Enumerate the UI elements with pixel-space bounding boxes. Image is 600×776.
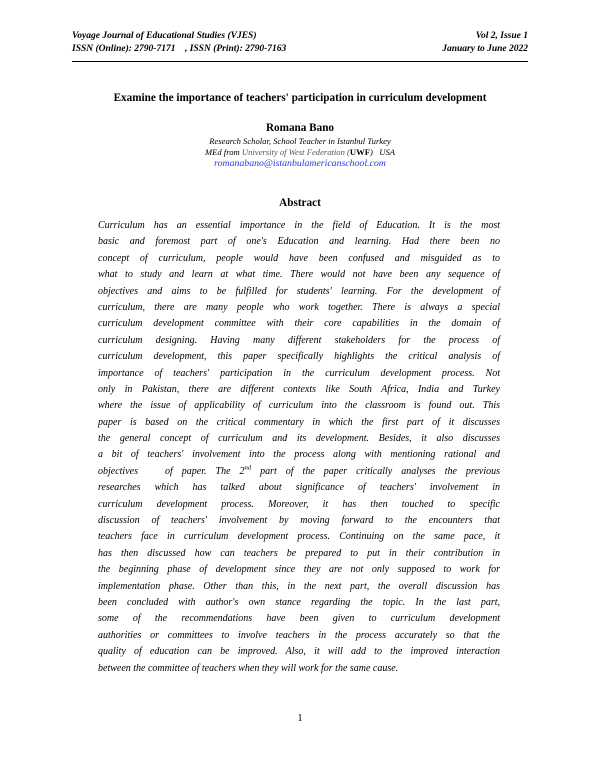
university-name: University of West Federation ( — [241, 147, 350, 157]
affiliation-suffix: ) USA — [369, 147, 396, 157]
abstract-body — [98, 218, 500, 677]
issn-line: ISSN (Online): 2790-7171 , ISSN (Print): 2790-7163 — [72, 44, 287, 54]
abstract-line: paper is based on the critical commentary in which the first part of it discusses — [98, 416, 500, 428]
abstract-line: objectives and aims to be fulfilled for students' learning. For the development of — [98, 285, 500, 297]
abstract-line: a bit of teachers' involvement into the process along with mentioning rational and — [98, 449, 500, 461]
abstract-line: implementation phase. Other than this, in the next part, the overall discussion has — [98, 580, 500, 592]
abstract-line: the general concept of curriculum and its development. Besides, it also discusses — [98, 433, 500, 445]
abstract-line: researches which has talked about significance of teachers' involvement in — [98, 482, 500, 494]
author-name: Romana Bano — [265, 122, 335, 134]
abstract-line: quality of education can be improved. Also, it will add to the improved interaction — [98, 646, 500, 658]
abstract-line: only in Pakistan, there are different contexts like South Africa, India and Turkey — [98, 383, 500, 395]
affiliation-prefix: MEd from — [204, 147, 242, 157]
abstract-line: curriculum development process. Moreover, it has then touched to specific — [98, 498, 500, 510]
author-email-link[interactable]: romanabano@istanbulamericanschool.com — [214, 158, 386, 169]
abstract-line: curriculum, there are many people who work together. There is always a special — [98, 301, 500, 313]
abstract-line: discussion of teachers' involvement by moving forward to the encounters that — [98, 515, 500, 527]
ordinal-superscript: nd — [244, 464, 252, 472]
abstract-line: basic and foremost part of one's Education and learning. Had there been no — [98, 236, 500, 248]
abstract-line: curriculum development committee with their core capabilities in the domain of — [98, 318, 500, 330]
abstract-line: the beginning phase of development since they are not only supposed to work for — [98, 564, 500, 576]
line-text-before: objectives of paper. The 2 — [98, 465, 245, 477]
journal-header — [72, 30, 528, 56]
abstract-line: authorities or committees to involve teachers in the process accurately so that the — [98, 629, 500, 641]
abstract-line: curriculum designing. Having many different stakeholders for the process of — [98, 334, 500, 346]
author-affiliation-1: Research Scholar, School Teacher in Istanbul Turkey — [209, 136, 391, 146]
abstract-line-with-superscript — [98, 464, 500, 480]
abstract-line: importance of teachers' participation in the curriculum development process. Not — [98, 367, 500, 379]
header-divider — [72, 61, 528, 62]
abstract-line: between the committee of teachers when they will work for the same cause. — [98, 662, 399, 674]
abstract-line: been concluded with author's own stance regarding the topic. In the last part, — [98, 596, 500, 608]
journal-name: Voyage Journal of Educational Studies (VJES) — [72, 31, 257, 41]
abstract-line: where the issue of applicability of curriculum into the classroom is found out. This — [98, 400, 500, 412]
abstract-line: curriculum development, this paper specifically highlights the critical analysis of — [98, 351, 500, 363]
page-number: 1 — [297, 713, 303, 724]
abstract-line: Curriculum has an essential importance in the field of Education. It is the most — [98, 220, 500, 231]
abstract-heading: Abstract — [279, 197, 321, 209]
university-abbr: UWF — [349, 147, 370, 157]
abstract-line: some of the recommendations have been given to curriculum development — [98, 613, 500, 625]
abstract-line: teachers face in curriculum development process. Continuing on the same pace, it — [98, 531, 500, 543]
line-text-after: part of the paper critically analyses the previous — [251, 465, 500, 477]
abstract-line: what to study and learn at what time. There would not have been any sequence of — [98, 269, 500, 281]
author-affiliation-2 — [0, 147, 600, 158]
publication-period: January to June 2022 — [442, 44, 528, 54]
volume-issue: Vol 2, Issue 1 — [475, 31, 528, 41]
paper-title: Examine the importance of teachers' participation in curriculum development — [113, 92, 487, 104]
abstract-line: has then discussed how can teachers be prepared to put in their contribution in — [98, 547, 500, 559]
abstract-line: concept of curriculum, people would have been confused and misguided as to — [98, 252, 500, 264]
